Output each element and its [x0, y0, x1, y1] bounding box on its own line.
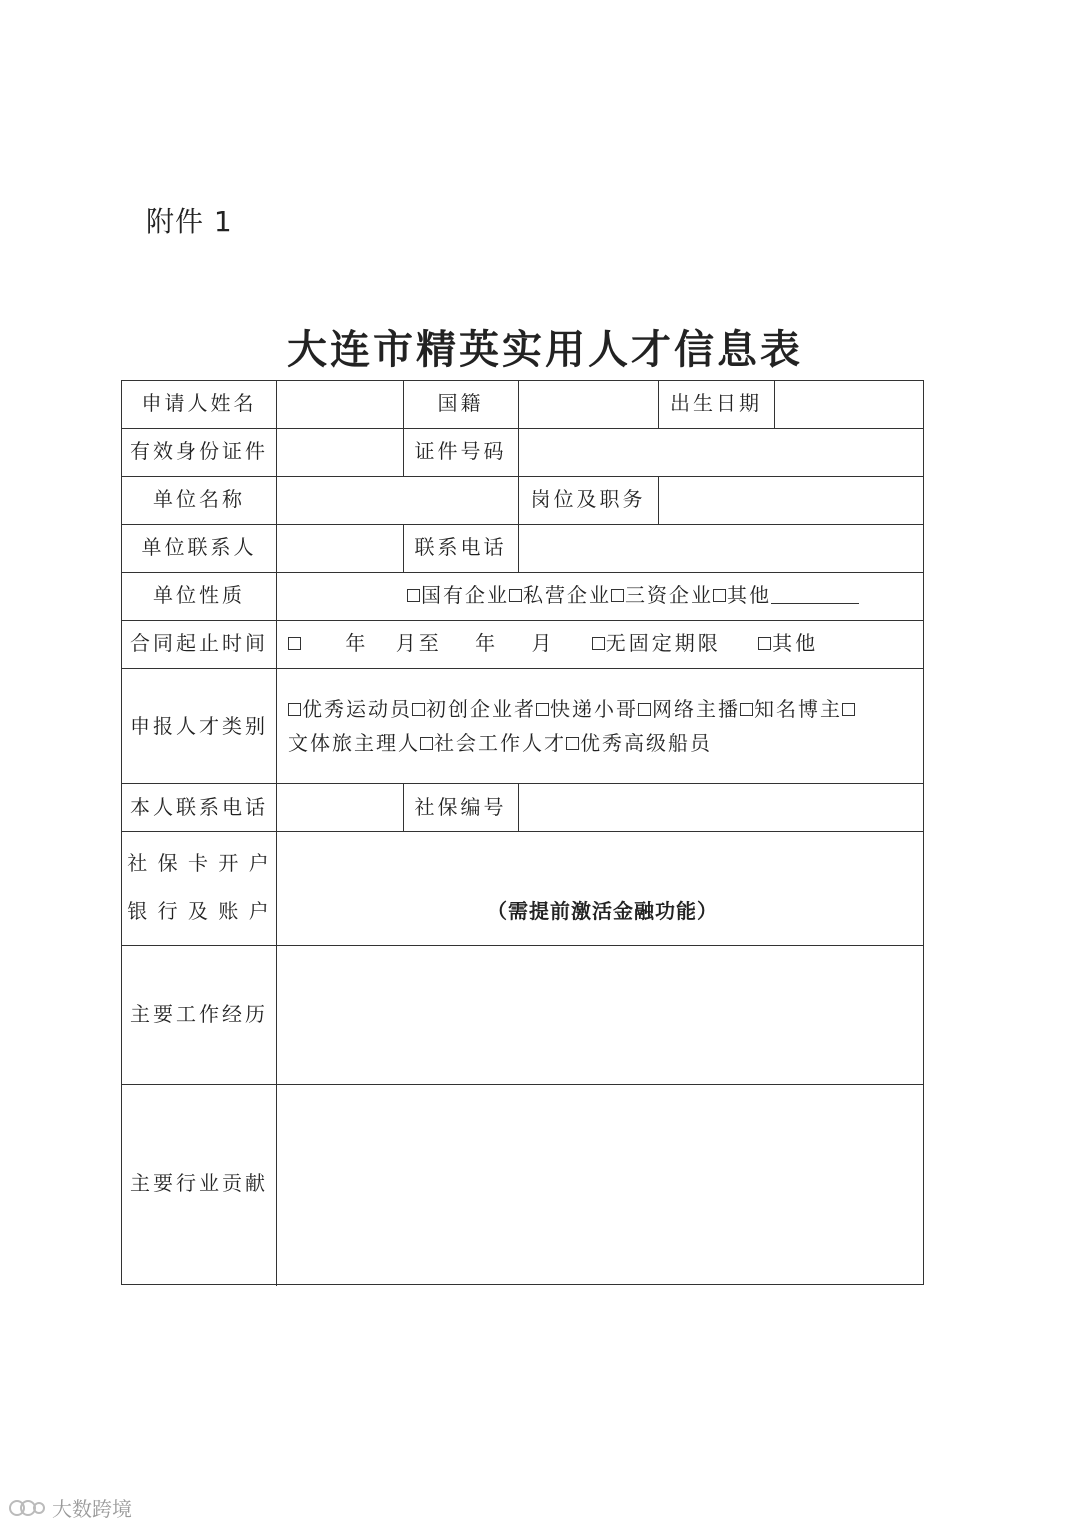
column-divider	[774, 381, 775, 429]
checkbox[interactable]	[407, 589, 420, 602]
nationality-label: 国籍	[437, 391, 484, 415]
checkbox[interactable]	[509, 589, 522, 602]
watermark	[8, 1493, 132, 1522]
row-divider	[122, 1084, 923, 1085]
birth-date-label: 出生日期	[670, 391, 762, 415]
column-divider	[276, 381, 277, 1286]
column-divider	[518, 381, 519, 429]
bank-label-line1: 社 保 卡 开 户	[127, 851, 271, 875]
checkbox[interactable]	[566, 737, 579, 750]
attachment-label: 附件 1	[146, 205, 233, 238]
row-divider	[122, 831, 923, 832]
checkbox[interactable]	[740, 703, 753, 716]
checkbox[interactable]	[288, 637, 301, 650]
row-divider	[122, 783, 923, 784]
column-divider	[518, 524, 519, 573]
unit-name-label: 单位名称	[153, 487, 245, 511]
year-text: 年	[345, 631, 369, 655]
option-startup: 初创企业者	[426, 697, 536, 721]
industry-contribution-label: 主要行业贡献	[130, 1171, 268, 1195]
social-security-no-label: 社保编号	[414, 795, 507, 819]
other-text: 其他	[772, 631, 819, 655]
column-divider	[518, 428, 519, 477]
option-blogger: 知名博主	[754, 697, 842, 721]
option-streamer: 网络主播	[652, 697, 740, 721]
work-experience-label: 主要工作经历	[130, 1002, 268, 1026]
option-state-owned: 国有企业	[421, 583, 509, 607]
unit-contact-label: 单位联系人	[141, 535, 257, 559]
row-divider	[122, 620, 923, 621]
checkbox[interactable]	[592, 637, 605, 650]
column-divider	[518, 783, 519, 832]
option-foreign: 三资企业	[625, 583, 713, 607]
form-title: 大连市精英实用人才信息表	[287, 326, 803, 373]
id-type-label: 有效身份证件	[130, 439, 268, 463]
row-divider	[122, 428, 923, 429]
talent-category-label: 申报人才类别	[130, 714, 268, 738]
talent-category-line2	[288, 727, 712, 756]
row-divider	[122, 476, 923, 477]
row-divider	[122, 945, 923, 946]
row-divider	[122, 572, 923, 573]
option-other: 其他	[727, 583, 771, 607]
watermark-text: 大数跨境	[52, 1497, 132, 1521]
activate-finance-note: （需提前激活金融功能）	[487, 899, 718, 923]
option-social-work: 社会工作人才	[434, 731, 566, 755]
talent-info-form	[121, 380, 924, 1285]
option-athlete: 优秀运动员	[302, 697, 412, 721]
column-divider	[658, 476, 659, 525]
option-courier: 快递小哥	[550, 697, 638, 721]
contract-period-label: 合同起止时间	[130, 631, 268, 655]
row-divider	[122, 524, 923, 525]
checkbox[interactable]	[638, 703, 651, 716]
checkbox[interactable]	[412, 703, 425, 716]
other-blank-line[interactable]	[771, 587, 859, 604]
checkbox[interactable]	[611, 589, 624, 602]
watermark-logo-icon	[8, 1498, 46, 1518]
bank-label-line2: 银 行 及 账 户	[127, 899, 271, 923]
talent-category-line1	[288, 693, 856, 722]
contract-period-fields	[288, 627, 818, 656]
option-culture-tourism: 文体旅主理人	[288, 731, 420, 755]
checkbox[interactable]	[842, 703, 855, 716]
checkbox[interactable]	[288, 703, 301, 716]
month-to-text: 月至	[395, 631, 442, 655]
checkbox[interactable]	[713, 589, 726, 602]
checkbox[interactable]	[536, 703, 549, 716]
option-private: 私营企业	[523, 583, 611, 607]
year-text: 年	[475, 631, 499, 655]
unit-nature-options	[407, 579, 859, 608]
applicant-name-label: 申请人姓名	[141, 391, 257, 415]
month-text: 月	[531, 631, 555, 655]
checkbox[interactable]	[758, 637, 771, 650]
checkbox[interactable]	[420, 737, 433, 750]
id-number-label: 证件号码	[414, 439, 507, 463]
option-seafarer: 优秀高级船员	[580, 731, 712, 755]
row-divider	[122, 668, 923, 669]
position-label: 岗位及职务	[530, 487, 646, 511]
self-phone-label: 本人联系电话	[130, 795, 268, 819]
no-fixed-term-text: 无固定期限	[605, 631, 721, 655]
contact-phone-label: 联系电话	[414, 535, 507, 559]
unit-nature-label: 单位性质	[153, 583, 245, 607]
